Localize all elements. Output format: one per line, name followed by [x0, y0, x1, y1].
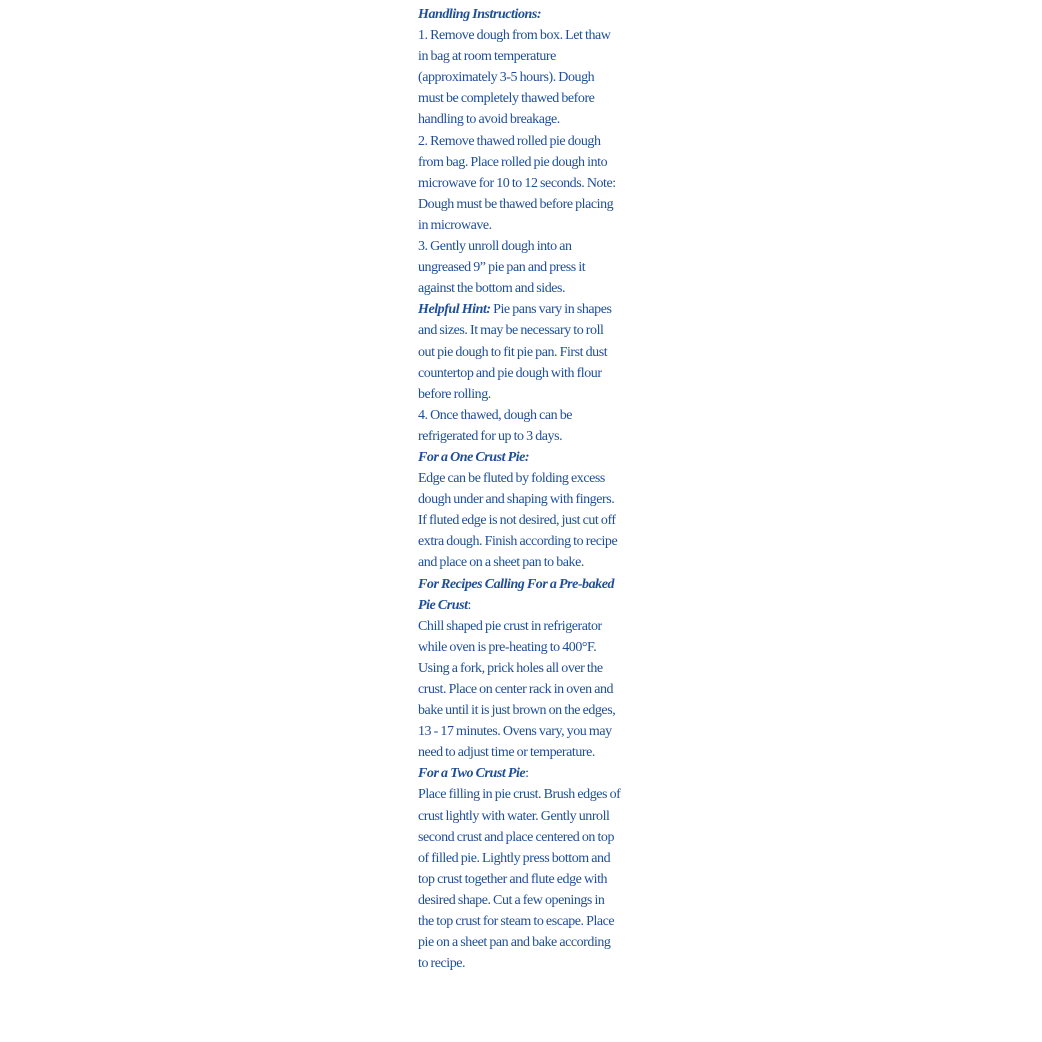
two-crust-pie-heading: For a Two Crust Pie	[418, 766, 526, 782]
helpful-hint-paragraph	[418, 299, 622, 404]
prebaked-crust-text: Chill shaped pie crust in refrigerator while oven is pre-heating to 400°F. Using a fork, prick holes all over the crust. Place on center rack in oven and bake until it is just brown on the edges, 13 - 17 minutes. Ovens vary, you may need to adjust time or temperature.	[418, 618, 616, 761]
step-3-text: 3. Gently unroll dough into an ungreased 9” pie pan and press it against the bottom and sides.	[418, 239, 586, 297]
step-1-text: 1. Remove dough from box. Let thaw in bag at room temperature (approximately 3-5 hours). Dough must be completely thawed before handling to avoid breakage.	[418, 28, 611, 128]
two-crust-pie-heading-paragraph	[418, 763, 622, 784]
handling-instructions-heading: Handling Instructions:	[418, 7, 542, 22]
two-crust-pie-colon: :	[525, 766, 529, 782]
instructions-panel	[418, 4, 622, 974]
helpful-hint-text: Pie pans vary in shapes and sizes. It may be necessary to roll out pie dough to fit pie pan. First dust countertop and pie dough with flour before rolling.	[418, 302, 612, 402]
one-crust-pie-heading: For a One Crust Pie:	[418, 449, 530, 465]
prebaked-crust-colon: :	[467, 597, 471, 613]
helpful-hint-label: Helpful Hint:	[418, 302, 491, 318]
prebaked-crust-heading: For Recipes Calling For a Pre-baked Pie Crust	[418, 576, 615, 613]
prebaked-crust-heading-paragraph	[418, 574, 622, 616]
two-crust-pie-text: Place filling in pie crust. Brush edges of crust lightly with water. Gently unroll second crust and place centered on top of filled pie. Lightly press bottom and top crust together and flute edge with desired shape. Cut a few openings in the top crust for steam to escape. Place pie on a sheet pan and bake according to recipe.	[418, 787, 621, 972]
step-4-text: 4. Once thawed, dough can be refrigerated for up to 3 days.	[418, 407, 573, 444]
one-crust-pie-text: Edge can be fluted by folding excess dough under and shaping with fingers. If fluted edge is not desired, just cut off extra dough. Finish according to recipe and place on a sheet pan to bake.	[418, 471, 618, 571]
step-2-text: 2. Remove thawed rolled pie dough from bag. Place rolled pie dough into microwave for 10 to 12 seconds. Note: Dough must be thawed before placing in microwave.	[418, 133, 616, 233]
